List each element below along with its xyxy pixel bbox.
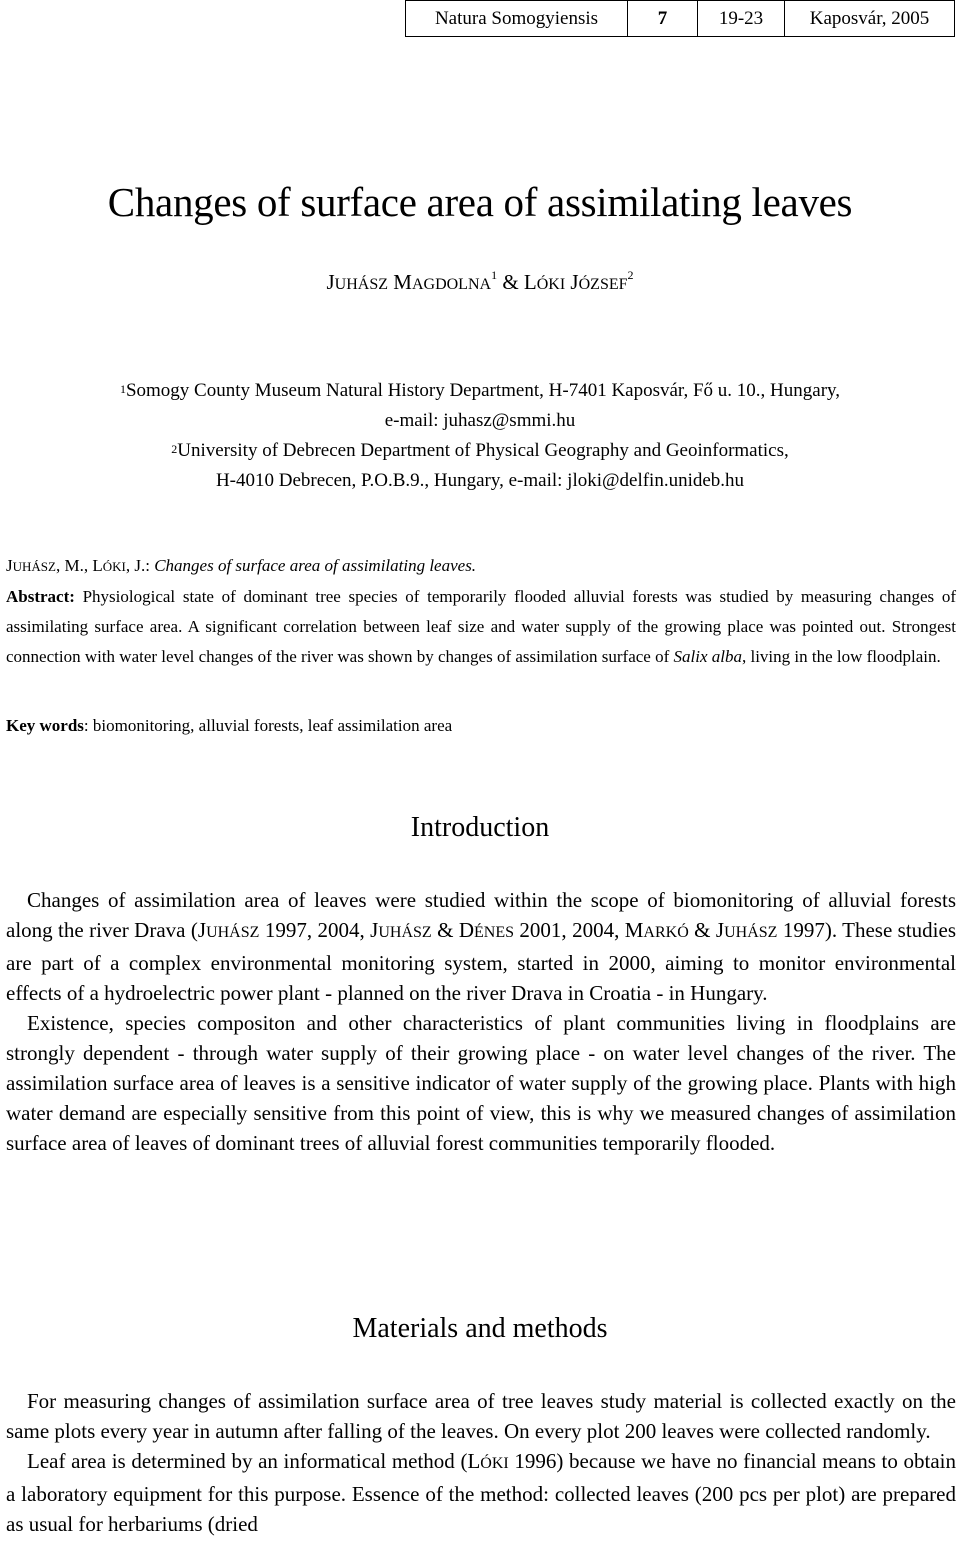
author1-surname-initial: J: [326, 270, 335, 294]
journal-volume: 7: [628, 1, 698, 36]
affiliation-2-sup: 2: [171, 442, 178, 456]
introduction-body: [6, 885, 956, 1158]
ref-name-rest: ÓKI: [480, 1455, 509, 1472]
author-line: [0, 270, 960, 295]
intro-p1-text: 2001, 2004,: [514, 918, 625, 942]
abstract: [6, 582, 956, 672]
affiliation-2-address: H-4010 Debrecen, P.O.B.9., Hungary, e-mail: jloki@delfin.unideb.hu: [215, 470, 745, 491]
keywords: [6, 716, 956, 736]
abstract-text-end: , living in the low floodplain.: [741, 647, 941, 666]
journal-header: [405, 0, 955, 37]
methods-p2-text: 1996) because we have no financial means to obtain a laboratory equipment for this purpose. Essence of the method: collected leaves (200 pcs per plot) are prepared as usual for herbariums (dried: [6, 1449, 957, 1536]
ref-name-initial: J: [197, 918, 207, 942]
citation-sep1: , M.,: [55, 556, 93, 575]
introduction-paragraph-1: [6, 885, 956, 1008]
intro-p1-text: Changes of assimilation area of leaves were studied within the scope of biomonitoring of alluvial forests along the river Drava (: [6, 888, 956, 942]
abstract-text: Physiological state of dominant tree species of temporarily flooded alluvial forests was studied by measuring changes of assimilating surface area. A significant correlation between leaf size and water supply of the growing place was pointed out. Strongest connection with water level changes of the river was shown by changes of assimilation surface of: [6, 587, 956, 666]
methods-paragraph-2: [6, 1446, 956, 1539]
citation-sep2: , J.:: [125, 556, 155, 575]
heading-materials-methods: Materials and methods: [352, 1313, 608, 1344]
author2-given-initial: J: [570, 270, 579, 294]
introduction-paragraph-2: Existence, species compositon and other characteristics of plant communities living in floodplains are strongly dependent - through water supply of their growing place - on water level changes of the river. The assimilation surface area of leaves is a sensitive indicator of water supply of the growing place. Plants with high water demand are especially sensitive from this point of view, this is why we measured changes of assimilation surface area of leaves of dominant trees of alluvial forest communities temporarily flooded.: [6, 1011, 956, 1155]
methods-paragraph-1: For measuring changes of assimilation surface area of tree leaves study material is collected exactly on the same plots every year in autumn after falling of the leaves. On every plot 200 leaves were collected randomly.: [6, 1389, 956, 1443]
author1-surname-rest: UHÁSZ: [334, 276, 389, 293]
ref-name-rest: ARKÓ: [643, 924, 689, 941]
author1-given-initial: M: [393, 270, 412, 294]
author2-surname-rest: ÓKI: [536, 276, 566, 293]
author2-affil-sup: 2: [627, 268, 634, 282]
ref-name-rest: UHÁSZ: [724, 924, 778, 941]
journal-place-year: Kaposvár, 2005: [809, 7, 930, 29]
ref-name-initial: J: [370, 918, 379, 942]
ref-name-initial: D: [458, 918, 474, 942]
affiliations: [0, 376, 960, 496]
keywords-label: Key words: [6, 716, 84, 735]
affiliation-2: [0, 436, 960, 466]
affiliation-1-text: Somogy County Museum Natural History Department, H-7401 Kaposvár, Fő u. 10., Hungary,: [125, 380, 841, 401]
citation-title: Changes of surface area of assimilating leaves.: [154, 556, 477, 575]
ref-name-rest: UHÁSZ: [206, 924, 260, 941]
intro-p1-text: &: [688, 918, 716, 942]
affiliation-2-text: University of Debrecen Department of Physical Geography and Geoinformatics,: [177, 440, 789, 461]
citation-name2-rest: ÓKI: [102, 559, 126, 574]
ref-name-rest: UHÁSZ: [378, 924, 432, 941]
intro-p1-text: 1997). These studies are part of a complex environmental monitoring system, started in 2000, aiming to monitor environmental effects of a hydroelectric power plant - planned on the river Drava in Croatia - in Hungary.: [6, 918, 957, 1005]
ref-name-initial: M: [624, 918, 644, 942]
ref-name-initial: L: [467, 1449, 481, 1473]
ref-name-rest: ÉNES: [474, 924, 514, 941]
intro-p1-text: 1997, 2004,: [259, 918, 371, 942]
ref-name-initial: J: [715, 918, 725, 942]
journal-pages: 19-23: [698, 1, 785, 36]
citation-name1-initial: J: [6, 556, 13, 575]
author2-surname-initial: L: [523, 270, 537, 294]
heading-introduction: Introduction: [410, 812, 550, 843]
abstract-label: Abstract:: [6, 587, 75, 606]
affiliation-1: [0, 376, 960, 406]
methods-p2-text: Leaf area is determined by an informatical method (: [27, 1449, 468, 1473]
abstract-species: Salix alba: [673, 647, 742, 666]
journal-name: Natura Somogyiensis: [406, 1, 628, 36]
author-ampersand: &: [502, 270, 519, 294]
keywords-text: : biomonitoring, alluvial forests, leaf assimilation area: [83, 716, 453, 735]
affiliation-1-email: e-mail: juhasz@smmi.hu: [384, 410, 576, 431]
citation-name1-rest: UHÁSZ: [12, 559, 56, 574]
author1-given-rest: AGDOLNA: [411, 276, 492, 293]
intro-p1-text: &: [431, 918, 459, 942]
methods-body: [6, 1386, 956, 1539]
citation: [6, 556, 956, 576]
author2-given-rest: ÓZSEF: [578, 276, 628, 293]
citation-name2-initial: L: [92, 556, 103, 575]
affiliation-1-sup: 1: [119, 382, 126, 396]
author1-affil-sup: 1: [491, 268, 498, 282]
paper-title: Changes of surface area of assimilating leaves: [107, 179, 853, 225]
